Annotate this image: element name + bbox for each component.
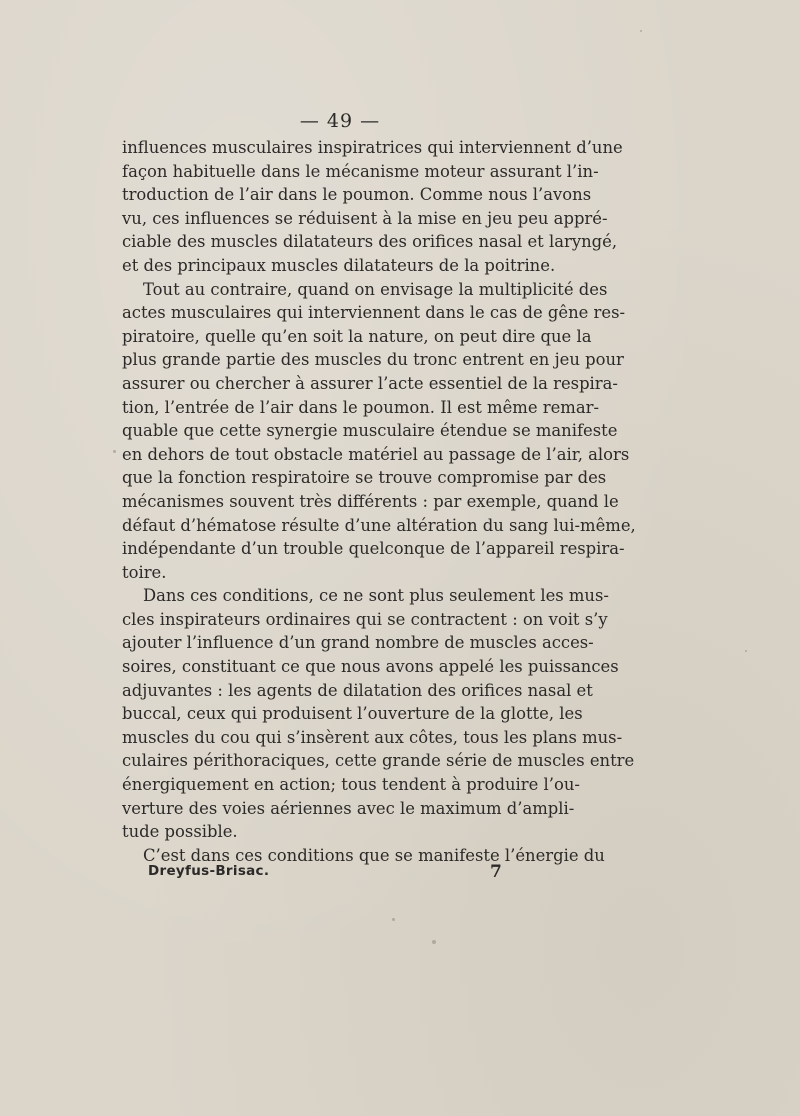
text-line: cles inspirateurs ordinaires qui se contractent : on voit s’y: [122, 609, 608, 629]
text-line: vu, ces influences se réduisent à la mise en jeu peu appré-: [122, 208, 608, 228]
text-line: tion, l’entrée de l’air dans le poumon. Il est même remar-: [122, 397, 599, 417]
text-line: et des principaux muscles dilatateurs de la poitrine.: [122, 255, 556, 275]
text-line: muscles du cou qui s’insèrent aux côtes, tous les plans mus-: [122, 727, 623, 747]
text-line: que la fonction respiratoire se trouve compromise par des: [122, 468, 607, 488]
page-number: — 49 —: [299, 110, 381, 132]
paper-speck: [745, 650, 747, 652]
text-line: énergiquement en action; tous tendent à produire l’ou-: [122, 775, 580, 795]
text-line: actes musculaires qui interviennent dans le cas de gêne res-: [122, 303, 626, 323]
text-line: buccal, ceux qui produisent l’ouverture de la glotte, les: [122, 704, 583, 724]
text-line: façon habituelle dans le mécanisme moteur assurant l’in-: [122, 161, 599, 181]
text-line: toire.: [122, 562, 167, 582]
signature-number: 7: [490, 862, 502, 882]
text-line: plus grande partie des muscles du tronc entrent en jeu pour: [122, 350, 624, 370]
text-line: adjuvantes : les agents de dilatation des orifices nasal et: [122, 680, 593, 700]
paper-speck: [640, 30, 642, 32]
text-line: soires, constituant ce que nous avons appelé les puissances: [122, 657, 619, 677]
text-line: Tout au contraire, quand on envisage la multiplicité des: [143, 279, 608, 299]
text-line: troduction de l’air dans le poumon. Comme nous l’avons: [122, 185, 592, 205]
text-line: indépendante d’un trouble quelconque de l’appareil respira-: [122, 539, 625, 559]
paper-speck: [392, 918, 395, 921]
text-line: tude possible.: [122, 822, 238, 842]
text-line: en dehors de tout obstacle matériel au passage de l’air, alors: [122, 444, 630, 464]
text-line: défaut d’hématose résulte d’une altération du sang lui-même,: [122, 515, 636, 535]
text-line: mécanismes souvent très différents : par exemple, quand le: [122, 491, 619, 511]
text-line: verture des voies aériennes avec le maximum d’ampli-: [122, 798, 575, 818]
text-line: ajouter l’influence d’un grand nombre de muscles acces-: [122, 633, 594, 653]
printer-signature: Dreyfus-Brisac.: [148, 863, 270, 879]
text-line: Dans ces conditions, ce ne sont plus seulement les mus-: [143, 586, 609, 606]
paper-speck: [432, 940, 436, 944]
text-line: ciable des muscles dilatateurs des orifices nasal et laryngé,: [122, 232, 618, 252]
text-line: influences musculaires inspiratrices qui interviennent d’une: [122, 138, 623, 157]
text-line: C’est dans ces conditions que se manifeste l’énergie du: [143, 845, 605, 865]
text-line: culaires périthoraciques, cette grande série de muscles entre: [122, 751, 635, 771]
paper-speck: [113, 450, 116, 453]
text-line: quable que cette synergie musculaire étendue se manifeste: [122, 421, 618, 441]
text-line: assurer ou chercher à assurer l’acte essentiel de la respira-: [122, 373, 618, 393]
text-line: piratoire, quelle qu’en soit la nature, on peut dire que la: [122, 326, 592, 346]
body-text: [122, 136, 636, 867]
